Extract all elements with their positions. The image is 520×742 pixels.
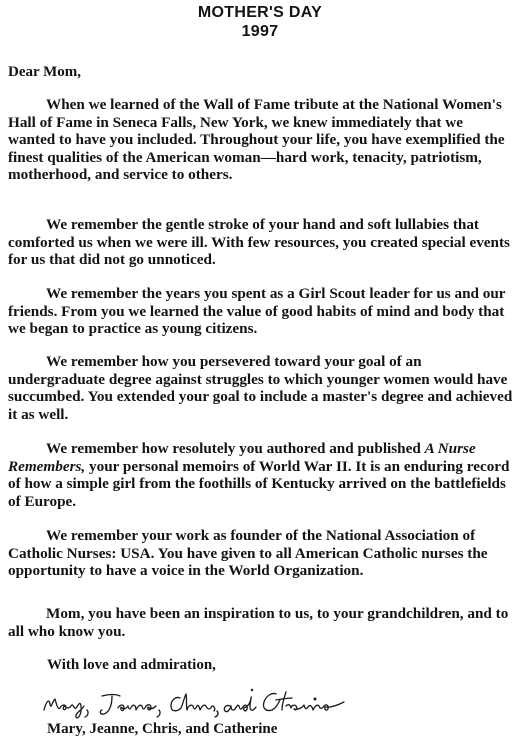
paragraph-text: We remember your work as founder of the National Association of Catholic Nurses: USA. You have given to all American Catholic nurses the opportunity to have a voice in the World Organization. [8, 527, 488, 580]
paragraph-text: Mom, you have been an inspiration to us, to your grandchildren, and to all who know you. [8, 605, 509, 640]
closing: With love and admiration, [47, 657, 216, 673]
signatories: Mary, Jeanne, Chris, and Catherine [47, 721, 278, 737]
letter-year: 1997 [241, 23, 279, 40]
paragraph-text: When we learned of the Wall of Fame tribute at the National Women's Hall of Fame in Seneca Falls, New York, we knew immediately that we wanted to have you included. Throughout your life, you have exemplified the finest qualities of the American woman—hard work, tenacity, patriotism, motherhood, and service to others. [8, 96, 505, 184]
paragraph-girl-scouts [8, 285, 514, 338]
letter-title: MOTHER'S DAY [197, 4, 323, 21]
paragraph-degree [8, 353, 514, 423]
paragraph-wall-of-fame [8, 96, 514, 184]
paragraph-text: We remember how you persevered toward your goal of an undergraduate degree against struggles to which younger women would have succumbed. You extended your goal to include a master's degree and achieved it as well. [8, 353, 513, 423]
salutation: Dear Mom, [8, 64, 82, 80]
paragraph-text: your personal memoirs of World War II. It is an enduring record of how a simple girl from the foothills of Kentucky arrived on the battlefields of Europe. [8, 457, 510, 510]
paragraph-text: We remember how resolutely you authored and published [46, 440, 425, 457]
paragraph-lullabies [8, 216, 514, 269]
paragraph-inspiration [8, 605, 514, 640]
book-title: A Nurse Remembers, [8, 440, 476, 475]
paragraph-memoirs [8, 440, 514, 510]
handwritten-signature [40, 684, 370, 722]
paragraph-text: We remember the gentle stroke of your hand and soft lullabies that comforted us when we were ill. With few resources, you created special events for us that did not go unnoticed. [8, 216, 510, 269]
paragraph-catholic-nurses [8, 527, 514, 580]
paragraph-text: We remember the years you spent as a Girl Scout leader for us and our friends. From you we learned the value of good habits of mind and body that we began to practice as young citizens. [8, 285, 506, 338]
